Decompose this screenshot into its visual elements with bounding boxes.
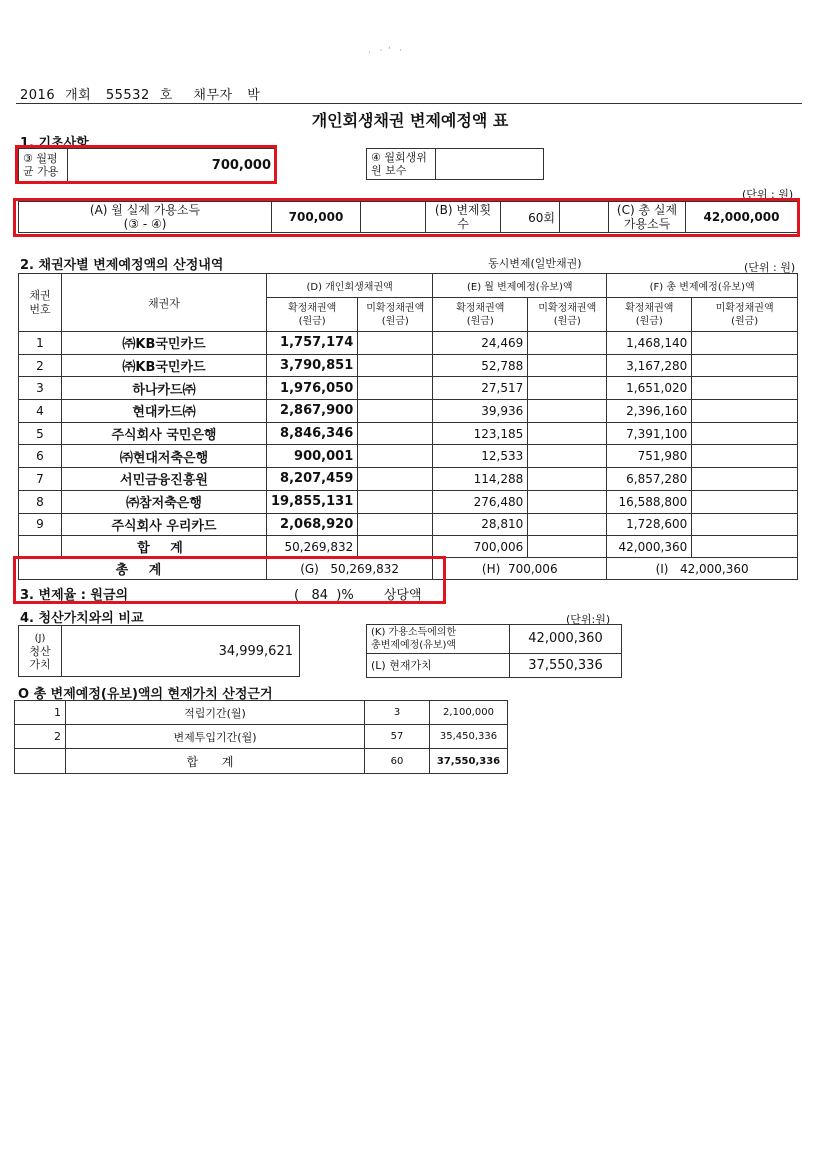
pv-months: 57 bbox=[365, 725, 430, 749]
b-label-line1: (B) 변제횟 bbox=[434, 203, 492, 217]
d-unconfirmed-label: 미확정채권액 bbox=[366, 302, 425, 314]
creditor-f-confirmed: 6,857,280 bbox=[607, 468, 692, 491]
a-label-line2: (③ - ④) bbox=[123, 217, 167, 231]
creditor-e-unconfirmed bbox=[528, 332, 607, 355]
creditor-name: 주식회사 우리카드 bbox=[62, 513, 267, 536]
d-confirmed-principal: (원금) bbox=[298, 315, 326, 327]
creditor-d-unconfirmed bbox=[358, 332, 433, 355]
h-label: (H) bbox=[481, 561, 501, 576]
sum-f: 42,000,360 bbox=[607, 536, 692, 558]
creditor-d-confirmed: 8,207,459 bbox=[267, 468, 358, 491]
living-cost-value bbox=[436, 149, 544, 180]
f-unconfirmed-principal: (원금) bbox=[731, 315, 759, 327]
e-unconfirmed-header bbox=[528, 298, 607, 332]
k-label-line1: (K) 가용소득에의한 bbox=[371, 626, 457, 638]
creditor-table bbox=[18, 273, 798, 580]
creditor-e-confirmed: 24,469 bbox=[433, 332, 528, 355]
creditor-e-unconfirmed bbox=[528, 468, 607, 491]
sum-no-cell bbox=[19, 536, 62, 558]
sum-e-unconfirmed bbox=[528, 536, 607, 558]
debtor-label: 채무자 bbox=[193, 88, 233, 103]
creditor-name: ㈜참저축은행 bbox=[62, 490, 267, 513]
creditor-e-unconfirmed bbox=[528, 400, 607, 423]
total-h bbox=[433, 558, 607, 580]
l-label: (L) 현재가치 bbox=[367, 653, 510, 677]
j-label bbox=[19, 626, 62, 677]
creditor-name: ㈜현대저축은행 bbox=[62, 445, 267, 468]
creditor-e-confirmed: 12,533 bbox=[433, 445, 528, 468]
pv-sum-months: 60 bbox=[365, 749, 430, 774]
k-label-line2: 총변제예정(유보)액 bbox=[371, 639, 457, 651]
creditor-f-unconfirmed bbox=[692, 468, 798, 491]
avg-income-label-line2: 균 가용 bbox=[23, 165, 59, 178]
creditor-e-confirmed: 114,288 bbox=[433, 468, 528, 491]
section4-heading: 4. 청산가치와의 비교 bbox=[20, 611, 144, 626]
creditor-no: 8 bbox=[19, 490, 62, 513]
creditor-d-unconfirmed bbox=[358, 490, 433, 513]
creditor-f-unconfirmed bbox=[692, 377, 798, 400]
section1-unit: (단위 : 원) bbox=[742, 188, 794, 201]
avg-income-value: 700,000 bbox=[68, 149, 276, 182]
creditor-f-unconfirmed bbox=[692, 354, 798, 377]
creditor-no: 9 bbox=[19, 513, 62, 536]
rate-close: )% bbox=[336, 588, 354, 603]
creditor-e-confirmed: 276,480 bbox=[433, 490, 528, 513]
creditor-d-confirmed: 8,846,346 bbox=[267, 422, 358, 445]
creditor-row bbox=[19, 400, 798, 423]
creditor-d-unconfirmed bbox=[358, 377, 433, 400]
creditor-rows bbox=[19, 332, 798, 536]
creditor-d-unconfirmed bbox=[358, 445, 433, 468]
highlight-avg-income bbox=[15, 145, 277, 184]
j-label-line3: 가치 bbox=[29, 657, 51, 671]
section2-unit: (단위 : 원) bbox=[744, 261, 796, 274]
creditor-name: ㈜KB국민카드 bbox=[62, 332, 267, 355]
creditor-d-confirmed: 2,068,920 bbox=[267, 513, 358, 536]
sum-d: 50,269,832 bbox=[267, 536, 358, 558]
col-no-header-line2: 번호 bbox=[29, 302, 51, 316]
pv-label: 변제투입기간(월) bbox=[66, 725, 365, 749]
l-value: 37,550,336 bbox=[510, 653, 622, 677]
e-confirmed-label: 확정채권액 bbox=[456, 302, 505, 314]
creditor-f-unconfirmed bbox=[692, 490, 798, 513]
creditor-row bbox=[19, 377, 798, 400]
creditor-no: 6 bbox=[19, 445, 62, 468]
creditor-row bbox=[19, 513, 798, 536]
sum-f-unconfirmed bbox=[692, 536, 798, 558]
creditor-row bbox=[19, 354, 798, 377]
page-title: 개인회생채권 변제예정액 표 bbox=[311, 111, 509, 130]
total-i bbox=[607, 558, 798, 580]
a-label-line1: (A) 월 실제 가용소득 bbox=[89, 203, 201, 217]
section1-heading: 1. 기초사항 bbox=[20, 136, 89, 151]
creditor-d-confirmed: 2,867,900 bbox=[267, 400, 358, 423]
creditor-name: 서민금융진흥원 bbox=[62, 468, 267, 491]
creditor-d-confirmed: 3,790,851 bbox=[267, 354, 358, 377]
e-unconfirmed-label: 미확정채권액 bbox=[538, 302, 597, 314]
highlight-total-and-rate bbox=[13, 556, 446, 604]
rate-equivalent: 상당액 bbox=[383, 588, 422, 603]
creditor-e-confirmed: 123,185 bbox=[433, 422, 528, 445]
c-value: 42,000,000 bbox=[686, 202, 798, 233]
creditor-d-unconfirmed bbox=[358, 354, 433, 377]
creditor-d-confirmed: 19,855,131 bbox=[267, 490, 358, 513]
pv-sum-no bbox=[15, 749, 66, 774]
living-cost-label-line1: ④ 월회생위 bbox=[371, 151, 427, 164]
creditor-no: 5 bbox=[19, 422, 62, 445]
creditor-d-unconfirmed bbox=[358, 400, 433, 423]
creditor-f-confirmed: 2,396,160 bbox=[607, 400, 692, 423]
i-label: (I) bbox=[655, 561, 669, 576]
pv-row bbox=[15, 701, 508, 725]
creditor-f-unconfirmed bbox=[692, 332, 798, 355]
col-creditor-header: 채권자 bbox=[62, 274, 267, 332]
case-year: 2016 bbox=[20, 88, 56, 103]
creditor-name: ㈜KB국민카드 bbox=[62, 354, 267, 377]
pv-sum-label: 합 계 bbox=[66, 749, 365, 774]
col-no-header bbox=[19, 274, 62, 332]
creditor-e-confirmed: 27,517 bbox=[433, 377, 528, 400]
c-label-line1: (C) 총 실제 bbox=[616, 203, 678, 217]
creditor-f-confirmed: 3,167,280 bbox=[607, 354, 692, 377]
g-value: 50,269,832 bbox=[330, 561, 400, 576]
creditor-f-unconfirmed bbox=[692, 445, 798, 468]
creditor-f-confirmed: 1,651,020 bbox=[607, 377, 692, 400]
section3-heading: 3. 변제율 : 원금의 bbox=[20, 588, 129, 603]
creditor-e-unconfirmed bbox=[528, 354, 607, 377]
header-divider bbox=[16, 103, 802, 104]
creditor-f-unconfirmed bbox=[692, 422, 798, 445]
creditor-e-unconfirmed bbox=[528, 445, 607, 468]
creditor-name: 하나카드㈜ bbox=[62, 377, 267, 400]
creditor-d-confirmed: 1,976,050 bbox=[267, 377, 358, 400]
scan-noise: . · ' · bbox=[368, 46, 402, 56]
pv-months: 3 bbox=[365, 701, 430, 725]
f-unconfirmed-header bbox=[692, 298, 798, 332]
creditor-f-confirmed: 751,980 bbox=[607, 445, 692, 468]
present-value-compare-table bbox=[366, 624, 622, 678]
k-label bbox=[367, 625, 510, 654]
creditor-f-unconfirmed bbox=[692, 513, 798, 536]
creditor-name: 현대카드㈜ bbox=[62, 400, 267, 423]
creditor-e-unconfirmed bbox=[528, 513, 607, 536]
creditor-f-confirmed: 1,728,600 bbox=[607, 513, 692, 536]
pv-rows bbox=[15, 701, 508, 749]
creditor-name: 주식회사 국민은행 bbox=[62, 422, 267, 445]
f-confirmed-principal: (원금) bbox=[635, 315, 663, 327]
i-value: 42,000,360 bbox=[679, 561, 749, 576]
pv-row bbox=[15, 725, 508, 749]
living-cost-label-line2: 원 보수 bbox=[371, 164, 407, 177]
j-label-line1: (J) bbox=[34, 632, 46, 644]
creditor-d-confirmed: 1,757,174 bbox=[267, 332, 358, 355]
g-label: (G) bbox=[300, 561, 319, 576]
avg-income-label-line1: ③ 월평 bbox=[23, 152, 58, 165]
creditor-row bbox=[19, 445, 798, 468]
f-confirmed-header bbox=[607, 298, 692, 332]
creditor-e-unconfirmed bbox=[528, 377, 607, 400]
pv-amount: 2,100,000 bbox=[430, 701, 508, 725]
creditor-no: 1 bbox=[19, 332, 62, 355]
d-unconfirmed-header bbox=[358, 298, 433, 332]
creditor-no: 4 bbox=[19, 400, 62, 423]
sum-label: 합 계 bbox=[62, 536, 267, 558]
highlight-available-income bbox=[13, 198, 800, 237]
case-number: 55532 bbox=[105, 88, 150, 103]
e-confirmed-principal: (원금) bbox=[466, 315, 494, 327]
creditor-f-confirmed: 7,391,100 bbox=[607, 422, 692, 445]
creditor-d-unconfirmed bbox=[358, 468, 433, 491]
col-no-header-line1: 채권 bbox=[29, 288, 51, 302]
creditor-row bbox=[19, 490, 798, 513]
b-label-line2: 수 bbox=[457, 217, 469, 231]
e-unconfirmed-principal: (원금) bbox=[553, 315, 581, 327]
creditor-no: 3 bbox=[19, 377, 62, 400]
pv-sum-amount: 37,550,336 bbox=[430, 749, 508, 774]
group-e-header: (E) 월 변제예정(유보)액 bbox=[433, 274, 607, 298]
rate-value: 84 bbox=[311, 588, 329, 603]
pv-no: 2 bbox=[15, 725, 66, 749]
creditor-e-unconfirmed bbox=[528, 490, 607, 513]
f-unconfirmed-label: 미확정채권액 bbox=[715, 302, 774, 314]
creditor-d-unconfirmed bbox=[358, 513, 433, 536]
creditor-no: 2 bbox=[19, 354, 62, 377]
case-type: 개회 bbox=[65, 88, 92, 103]
creditor-no: 7 bbox=[19, 468, 62, 491]
j-label-line2: 청산 bbox=[29, 644, 51, 658]
j-value: 34,999,621 bbox=[62, 626, 300, 677]
creditor-f-confirmed: 1,468,140 bbox=[607, 332, 692, 355]
a-value: 700,000 bbox=[272, 202, 361, 233]
section4-unit: (단위:원) bbox=[566, 613, 611, 626]
pv-basis-table bbox=[14, 700, 508, 774]
debtor-name: 박 bbox=[247, 88, 261, 103]
sum-d-unconfirmed bbox=[358, 536, 433, 558]
living-cost-label bbox=[367, 149, 436, 180]
total-label: 총 계 bbox=[19, 558, 267, 580]
e-confirmed-header bbox=[433, 298, 528, 332]
section2-heading: 2. 채권자별 변제예정액의 산정내역 bbox=[20, 258, 224, 273]
creditor-e-confirmed: 39,936 bbox=[433, 400, 528, 423]
creditor-e-confirmed: 28,810 bbox=[433, 513, 528, 536]
pv-no: 1 bbox=[15, 701, 66, 725]
section2-subtitle: 동시변제(일반채권) bbox=[488, 257, 582, 270]
h-value: 700,006 bbox=[507, 561, 558, 576]
case-ho: 호 bbox=[159, 88, 173, 103]
d-confirmed-label: 확정채권액 bbox=[287, 302, 337, 314]
pv-label: 적립기간(월) bbox=[66, 701, 365, 725]
creditor-f-unconfirmed bbox=[692, 400, 798, 423]
pv-heading: O 총 변제예정(유보)액의 현재가치 산정근거 bbox=[18, 687, 273, 702]
living-cost-table bbox=[366, 148, 544, 180]
b-value: 60회 bbox=[501, 202, 560, 233]
rate-open: ( bbox=[294, 588, 300, 603]
group-f-header: (F) 총 변제예정(유보)액 bbox=[607, 274, 798, 298]
sum-e: 700,006 bbox=[433, 536, 528, 558]
creditor-e-confirmed: 52,788 bbox=[433, 354, 528, 377]
creditor-row bbox=[19, 332, 798, 355]
creditor-d-unconfirmed bbox=[358, 422, 433, 445]
c-label-line2: 가용소득 bbox=[623, 217, 671, 231]
pv-amount: 35,450,336 bbox=[430, 725, 508, 749]
k-value: 42,000,360 bbox=[510, 625, 622, 654]
group-d-header: (D) 개인회생채권액 bbox=[267, 274, 433, 298]
creditor-e-unconfirmed bbox=[528, 422, 607, 445]
liquidation-value-table bbox=[18, 625, 300, 677]
case-header bbox=[20, 84, 270, 103]
creditor-d-confirmed: 900,001 bbox=[267, 445, 358, 468]
d-confirmed-header bbox=[267, 298, 358, 332]
creditor-f-confirmed: 16,588,800 bbox=[607, 490, 692, 513]
f-confirmed-label: 확정채권액 bbox=[625, 302, 674, 314]
creditor-row bbox=[19, 422, 798, 445]
creditor-row bbox=[19, 468, 798, 491]
d-unconfirmed-principal: (원금) bbox=[381, 315, 409, 327]
